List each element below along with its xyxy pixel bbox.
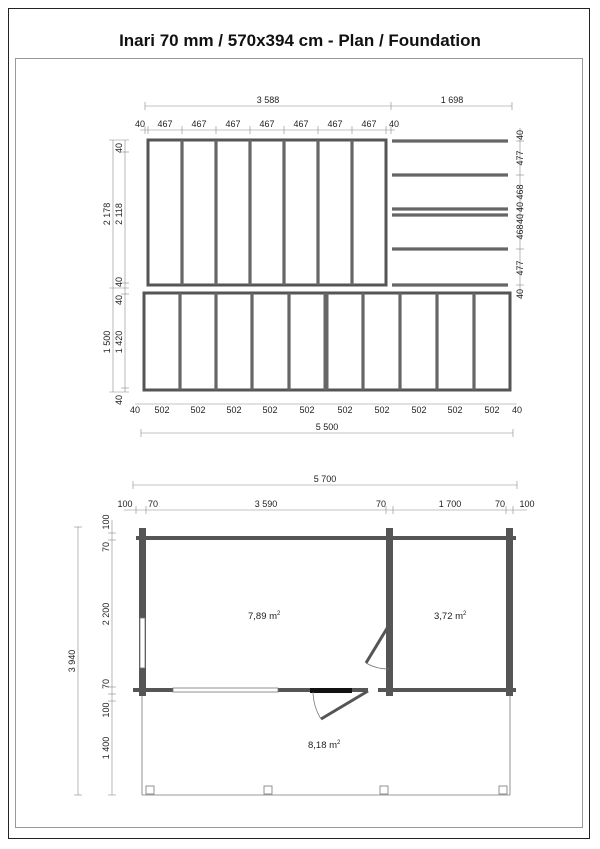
dim-top-seg-5: 467	[293, 119, 309, 129]
room-left-area: 7,89 m	[248, 611, 278, 622]
dim-top-seg-4: 467	[259, 119, 275, 129]
entrance-door	[313, 691, 368, 719]
dim-right-seg-3: 40	[515, 201, 525, 213]
room-right-area-label	[434, 611, 467, 622]
dim-top-seg-3: 467	[225, 119, 241, 129]
dim-plan-left-5: 1 400	[101, 736, 111, 760]
dim-bottom-seg-6: 502	[337, 405, 353, 415]
dim-left-small-1: 40	[114, 276, 124, 288]
dim-bottom-seg-2: 502	[190, 405, 206, 415]
dim-top-seg-8: 40	[388, 119, 400, 129]
dim-left-small-0: 40	[114, 142, 124, 154]
dim-plan-top-5: 70	[494, 499, 506, 509]
room-right-area: 3,72 m	[434, 611, 464, 622]
dim-plan-top-4: 1 700	[438, 499, 462, 509]
dim-left-small-3: 40	[114, 394, 124, 406]
dim-bottom-seg-7: 502	[374, 405, 390, 415]
front-window	[173, 688, 278, 692]
terrace-area: 8,18 m	[308, 740, 338, 751]
dim-top-seg-2: 467	[191, 119, 207, 129]
dim-bottom-seg-4: 502	[262, 405, 278, 415]
dim-plan-top-1: 70	[147, 499, 159, 509]
dim-plan-top-6: 100	[519, 499, 535, 509]
floor-plan	[67, 474, 535, 795]
dim-top-seg-6: 467	[327, 119, 343, 129]
terrace-area-unit: 2	[337, 740, 341, 746]
dim-top-seg-7: 467	[361, 119, 377, 129]
room-left-area-unit: 2	[277, 611, 281, 617]
dim-bottom-seg-10: 502	[484, 405, 500, 415]
dim-bottom-seg-0: 40	[129, 405, 141, 415]
dim-top-seg-0: 40	[134, 119, 146, 129]
dim-plan-left-4: 100	[101, 702, 111, 718]
dim-left-inner-lower: 1 420	[114, 330, 124, 354]
left-window	[140, 618, 145, 668]
dim-bottom-overall: 5 500	[315, 422, 339, 432]
dim-right-seg-7: 40	[515, 288, 525, 300]
dim-plan-top-0: 100	[117, 499, 133, 509]
dim-bottom-seg-8: 502	[411, 405, 427, 415]
terrace-area-label	[308, 740, 341, 751]
dim-plan-left-1: 70	[101, 541, 111, 553]
dim-left-outer-upper: 2 178	[102, 202, 112, 226]
dim-plan-left-0: 100	[101, 514, 111, 530]
dim-bottom-seg-11: 40	[511, 405, 523, 415]
dim-plan-left-3: 70	[101, 678, 111, 690]
dim-right-seg-1: 477	[515, 150, 525, 166]
dim-top-overall: 3 588	[256, 95, 280, 105]
dim-right-seg-5: 468	[515, 224, 525, 240]
dim-bottom-seg-3: 502	[226, 405, 242, 415]
dim-right-seg-0: 40	[515, 129, 525, 141]
dim-plan-top-3: 70	[375, 499, 387, 509]
dim-plan-top-2: 3 590	[254, 499, 278, 509]
dim-bottom-seg-1: 502	[154, 405, 170, 415]
dim-right-seg-4: 40	[515, 213, 525, 225]
page-title: Inari 70 mm / 570x394 cm - Plan / Foundation	[119, 31, 481, 50]
dim-top-right: 1 698	[440, 95, 464, 105]
right-foundation-bars	[392, 141, 508, 285]
dim-right-seg-2: 468	[515, 184, 525, 200]
interior-door	[366, 625, 389, 669]
room-right-area-unit: 2	[463, 611, 467, 617]
dim-top-seg-1: 467	[157, 119, 173, 129]
dim-left-inner-upper: 2 118	[114, 203, 124, 225]
room-left-area-label	[248, 611, 281, 622]
dim-bottom-seg-9: 502	[447, 405, 463, 415]
dim-right-seg-6: 477	[515, 260, 525, 276]
dim-plan-left-2: 2 200	[101, 602, 111, 626]
dim-plan-overall-width: 5 700	[313, 474, 337, 484]
dim-bottom-seg-5: 502	[299, 405, 315, 415]
dim-left-small-2: 40	[114, 294, 124, 306]
dim-left-outer-lower: 1 500	[102, 330, 112, 354]
dim-plan-left-overall: 3 940	[67, 649, 77, 673]
foundation-plan	[102, 95, 525, 437]
upper-foundation-frame	[148, 140, 386, 285]
